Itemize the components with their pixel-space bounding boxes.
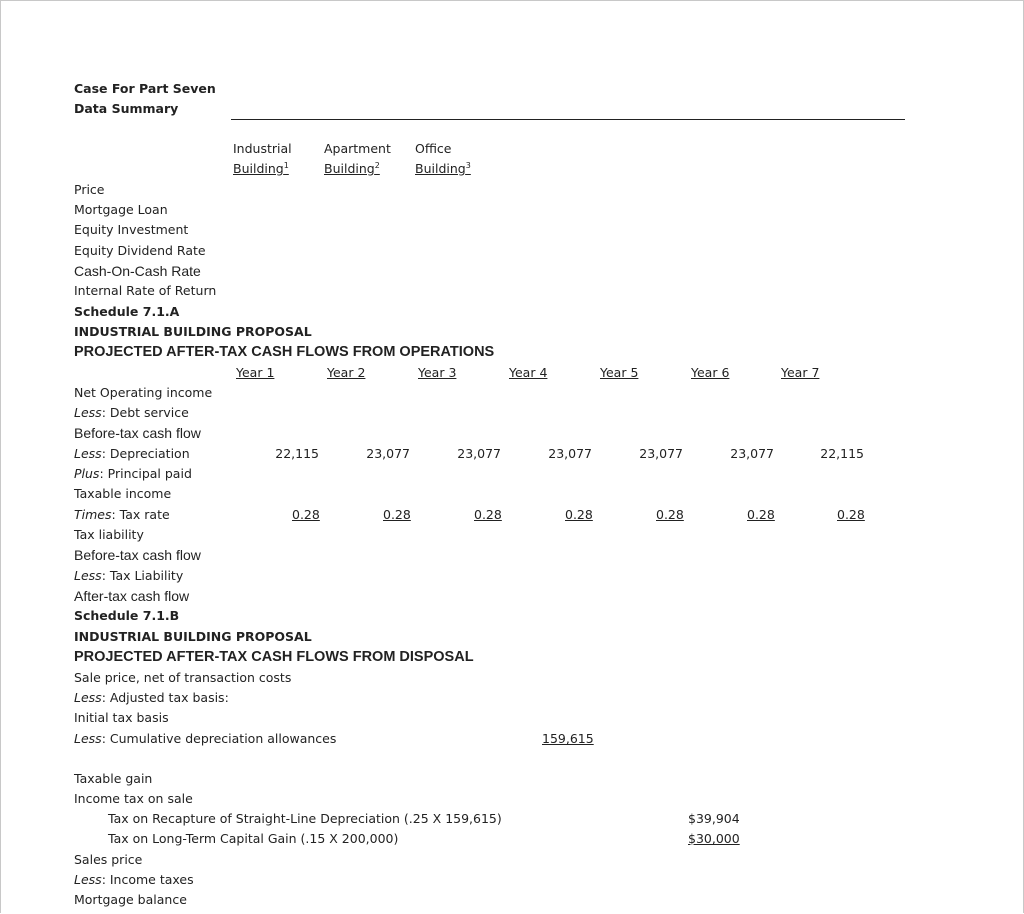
schedule-a-heading: PROJECTED AFTER-TAX CASH FLOWS FROM OPERATIONS (74, 344, 495, 360)
row-after-tax-cash-flow: After-tax cash flow (74, 588, 190, 604)
case-title: Case For Part Seven (74, 81, 216, 96)
row-depreciation: Less: Depreciation (74, 446, 190, 461)
col-office-line1: Office (415, 141, 452, 156)
summary-row-irr: Internal Rate of Return (74, 283, 217, 298)
row-tax-capital-gain: Tax on Long-Term Capital Gain (.15 X 200,000) (108, 831, 399, 846)
row-tax-recapture: Tax on Recapture of Straight-Line Depreciation (.25 X 159,615) (108, 811, 502, 826)
depreciation-year-3: 23,077 (457, 446, 501, 461)
col-apartment-line2: Building$^2$ (324, 160, 380, 176)
summary-row-cash-on-cash: Cash-On-Cash Rate (74, 263, 201, 279)
schedule-b-heading: PROJECTED AFTER-TAX CASH FLOWS FROM DISPOSAL (74, 649, 474, 665)
row-debt-service: Less: Debt service (74, 405, 189, 420)
tax-rate-year-3: 0.28 (474, 507, 502, 522)
row-principal-paid: Plus: Principal paid (74, 466, 192, 481)
depreciation-year-2: 23,077 (366, 446, 410, 461)
row-before-tax-cash-flow-2: Before-tax cash flow (74, 547, 201, 563)
data-summary-title: Data Summary (74, 101, 179, 116)
depreciation-year-7: 22,115 (820, 446, 864, 461)
year-2: Year 2 (327, 365, 366, 380)
row-income-tax-on-sale: Income tax on sale (74, 791, 193, 806)
row-sales-price: Sales price (74, 852, 143, 867)
row-tax-rate: Times: Tax rate (74, 507, 170, 522)
schedule-a-label: Schedule 7.1.A (74, 304, 180, 319)
row-tax-liability: Tax liability (74, 527, 144, 542)
summary-row-equity: Equity Investment (74, 222, 189, 237)
col-apartment-line1: Apartment (324, 141, 391, 156)
header-rule (231, 119, 905, 120)
depreciation-year-5: 23,077 (639, 446, 683, 461)
col-industrial-line2: Building$^1$ (233, 160, 289, 176)
tax-recapture-value: $39,904 (688, 811, 740, 826)
col-office-line2: Building$^3$ (415, 160, 471, 176)
year-4: Year 4 (509, 365, 548, 380)
row-mortgage-balance: Mortgage balance (74, 892, 187, 907)
summary-row-mortgage: Mortgage Loan (74, 202, 168, 217)
year-5: Year 5 (600, 365, 639, 380)
schedule-b-label: Schedule 7.1.B (74, 608, 180, 623)
schedule-b-proposal: INDUSTRIAL BUILDING PROPOSAL (74, 629, 312, 644)
tax-rate-year-4: 0.28 (565, 507, 593, 522)
row-cumulative-depreciation: Less: Cumulative depreciation allowances (74, 731, 337, 746)
year-3: Year 3 (418, 365, 457, 380)
tax-rate-year-5: 0.28 (656, 507, 684, 522)
tax-rate-year-6: 0.28 (747, 507, 775, 522)
row-before-tax-cash-flow: Before-tax cash flow (74, 425, 201, 441)
row-less-income-taxes: Less: Income taxes (74, 872, 194, 887)
cumulative-depreciation-value: 159,615 (542, 731, 594, 746)
depreciation-year-1: 22,115 (275, 446, 319, 461)
tax-capital-gain-value: $30,000 (688, 831, 740, 846)
col-industrial-line1: Industrial (233, 141, 292, 156)
row-noi: Net Operating income (74, 385, 213, 400)
row-sale-price-net: Sale price, net of transaction costs (74, 670, 292, 685)
row-adjusted-tax-basis: Less: Adjusted tax basis: (74, 690, 229, 705)
summary-row-dividend: Equity Dividend Rate (74, 243, 206, 258)
row-initial-tax-basis: Initial tax basis (74, 710, 169, 725)
year-1: Year 1 (236, 365, 275, 380)
year-6: Year 6 (691, 365, 730, 380)
year-7: Year 7 (781, 365, 820, 380)
depreciation-year-6: 23,077 (730, 446, 774, 461)
summary-row-price: Price (74, 182, 105, 197)
tax-rate-year-1: 0.28 (292, 507, 320, 522)
tax-rate-year-2: 0.28 (383, 507, 411, 522)
row-less-tax-liability: Less: Tax Liability (74, 568, 184, 583)
tax-rate-year-7: 0.28 (837, 507, 865, 522)
row-taxable-gain: Taxable gain (74, 771, 153, 786)
depreciation-year-4: 23,077 (548, 446, 592, 461)
row-taxable-income: Taxable income (74, 486, 172, 501)
schedule-a-proposal: INDUSTRIAL BUILDING PROPOSAL (74, 324, 312, 339)
